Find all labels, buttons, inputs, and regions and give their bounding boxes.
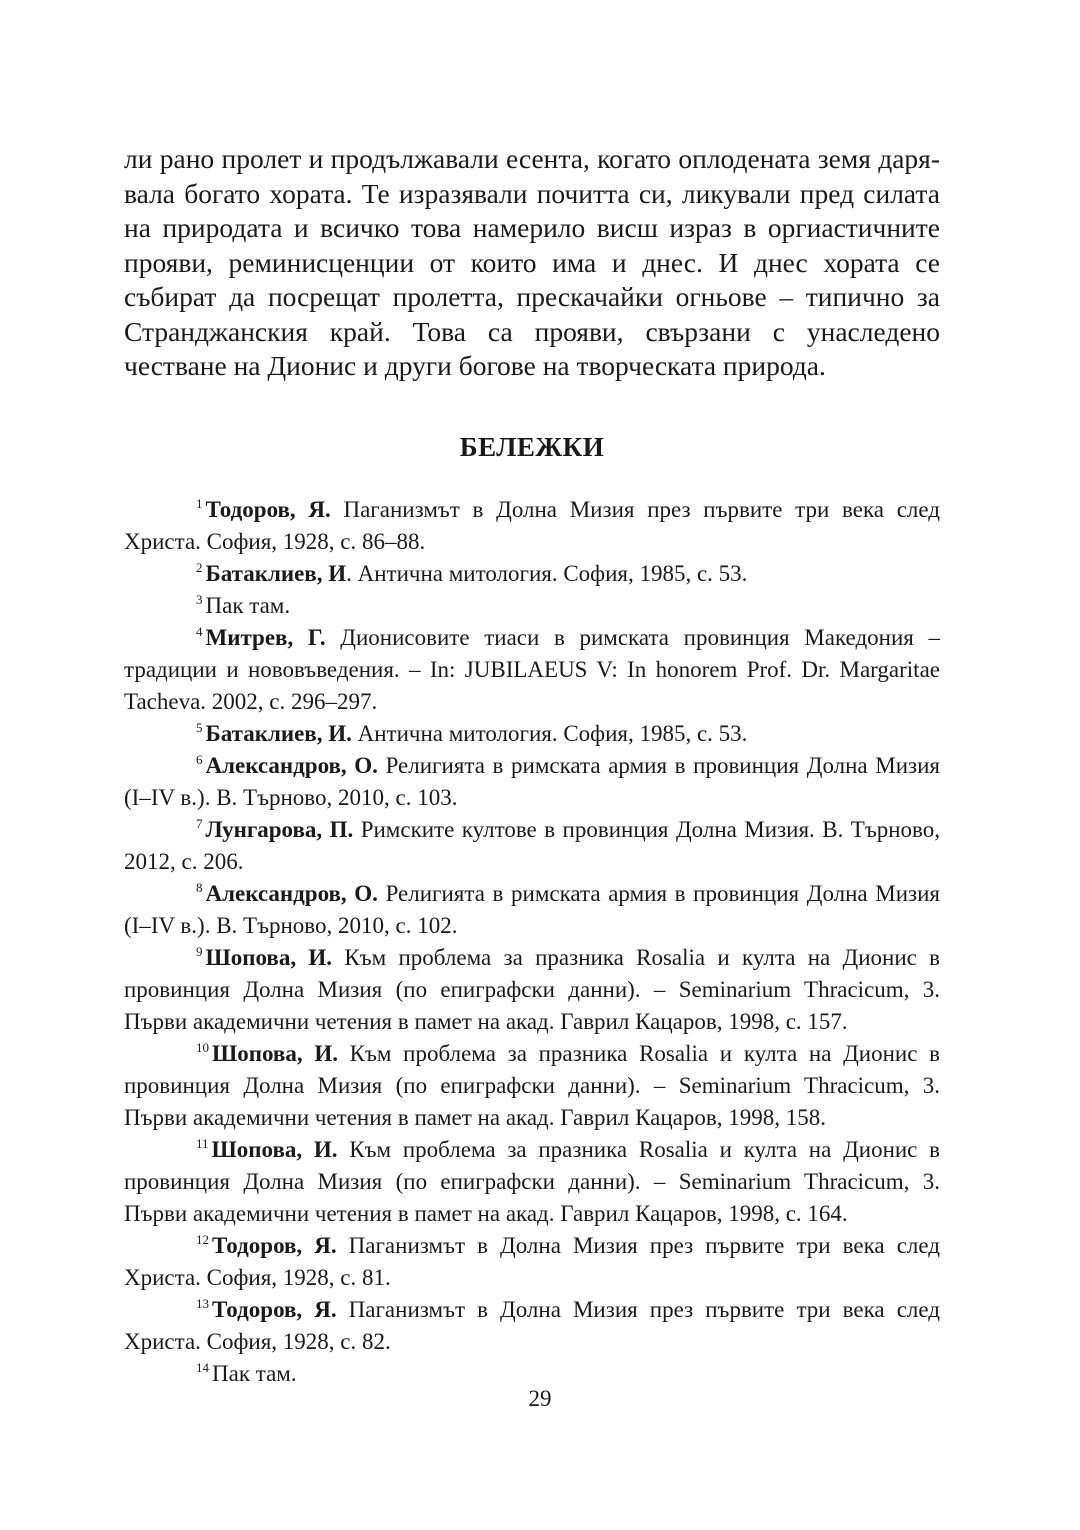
note-text: Паганизмът в Долна Мизия през първите три века след Христа. София, 1928, с. 81. [124,1232,940,1290]
note-text: Религията в римската армия в провинция Долна Мизия (I–IV в.). В. Търново, 2010, с. 102. [124,880,940,938]
page-number: 29 [528,1386,552,1411]
note-number: 6 [196,751,203,767]
note-number: 9 [196,943,203,959]
note-author: Тодоров, Я. [212,1232,337,1258]
note-author: Батаклиев, И [205,560,347,586]
note-number: 4 [196,623,203,639]
note-item [124,590,940,622]
note-item [124,622,940,718]
note-number: 11 [196,1135,209,1151]
note-text: Религията в римската армия в провинция Долна Мизия (I–IV в.). В. Търново, 2010, с. 103. [124,752,940,810]
note-author: Тодоров, Я. [205,496,331,522]
note-number: 7 [196,815,203,831]
note-number: 2 [196,559,203,575]
note-text: Паганизмът в Долна Мизия през първите три века след Христа. София, 1928, с. 82. [124,1296,940,1354]
body-paragraph: ли рано пролет и продължавали есента, когато оплодената земя дарявала богато хората. Те изразявали почитта си, ликували пред силата на природата и всичко това намерило висш израз в оргиастичните прояви, реминисценции от които има и днес. И днес хората се събират да посрещат пролетта, прескачайки огньове – типично за Странджанския край. Това са прояви, свързани с унаследено честване на Дионис и други богове на творческата природа. [124,143,940,381]
note-item [124,494,940,558]
note-author: Шопова, И. [211,1136,338,1162]
page-content [124,142,940,1390]
note-text: Към проблема за празника Rosalia и култа на Дионис в провинция Долна Мизия (по епиграфски данни). – Seminarium Thracicum, 3. Първи академични четения в памет на акад. Гаврил Кацаров, 1998, 158. [124,1040,941,1130]
note-item [124,814,940,878]
note-item [124,942,940,1038]
note-number: 12 [196,1231,209,1247]
note-author: Александров, О. [205,880,378,906]
note-text: Антична митология. София, 1985, с. 53. [351,720,748,746]
note-author: Шопова, И. [205,944,333,970]
note-text: Римските култове в провинция Долна Мизия. В. Търново, 2012, с. 206. [124,816,940,874]
note-author: Батаклиев, И. [205,720,352,746]
note-author: Тодоров, Я. [212,1296,337,1322]
note-text: Към проблема за празника Rosalia и култа на Дионис в провинция Долна Мизия (по епиграфски данни). – Seminarium Thracicum, 3. Първи академични четения в памет на акад. Гаврил Кацаров, 1998, с. 164. [124,1136,941,1226]
notes-heading: БЕЛЕЖКИ [459,431,605,462]
note-text: Паганизмът в Долна Мизия през първите три века след Христа. София, 1928, с. 86–88. [124,496,941,554]
note-item [124,558,940,590]
note-author: Александров, О. [205,752,378,778]
note-author: Шопова, И. [212,1040,338,1066]
note-author: Митрев, Г. [205,624,326,650]
notes-list [124,494,940,1390]
note-number: 5 [196,719,203,735]
note-item [124,1230,940,1294]
note-text: Пак там. [205,592,291,618]
note-text: Пак там. [212,1360,297,1386]
note-item [124,1038,940,1134]
note-number: 14 [196,1359,209,1375]
note-number: 10 [196,1039,209,1055]
note-text: Към проблема за празника Rosalia и култа на Дионис в провинция Долна Мизия (по епиграфски данни). – Seminarium Thracicum, 3. Първи академични четения в памет на акад. Гаврил Кацаров, 1998, с. 157. [124,944,941,1034]
note-item [124,1134,940,1230]
note-author: Лунгарова, П. [205,816,354,842]
note-text: Дионисовите тиаси в римската провинция Македония – традиции и нововъведения. – In: JUBILAEUS V: In honorem Prof. Dr. Margaritae Tacheva. 2002, с. 296–297. [124,624,941,714]
note-number: 8 [196,879,203,895]
note-text: . Антична митология. София, 1985, с. 53. [346,560,748,586]
note-number: 13 [196,1295,209,1311]
note-item [124,750,940,814]
note-item [124,1294,940,1358]
note-item [124,718,940,750]
note-item [124,878,940,942]
note-number: 3 [196,591,203,607]
note-number: 1 [196,495,203,511]
